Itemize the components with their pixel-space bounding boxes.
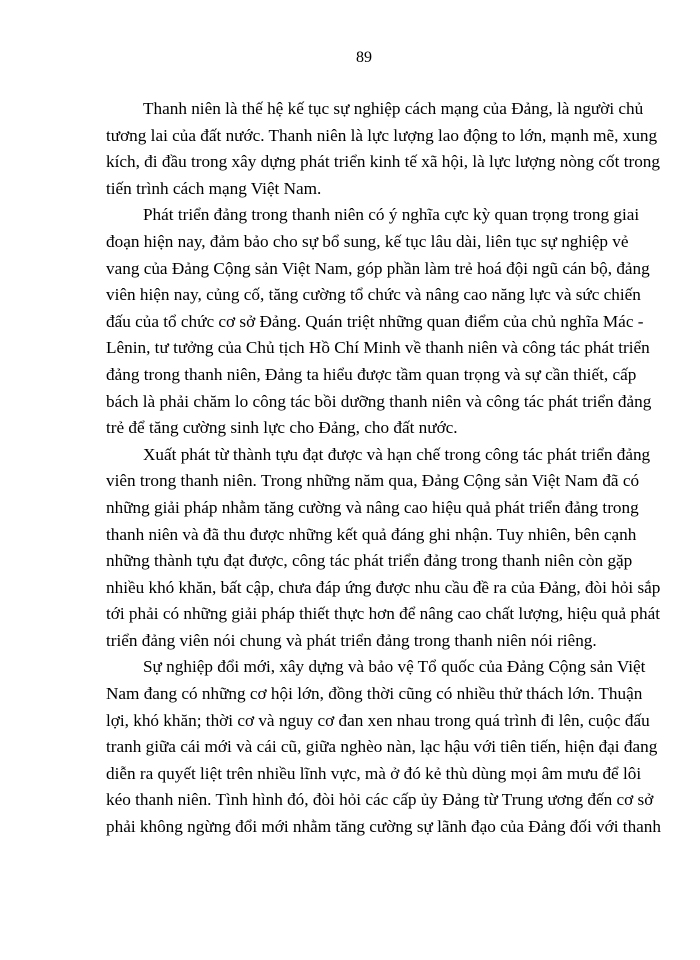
text-line: trẻ để tăng cường sinh lực cho Đảng, cho đất nước. xyxy=(106,418,458,438)
text-line: diễn ra quyết liệt trên nhiều lĩnh vực, mà ở đó kẻ thù dùng mọi âm mưu để lôi xyxy=(106,763,642,783)
text-line: kích, đi đầu trong xây dựng phát triển kinh tế xã hội, là lực lượng nòng cốt trong xyxy=(106,152,660,172)
text-line: tranh giữa cái mới và cái cũ, giữa nghèo nàn, lạc hậu với tiên tiến, hiện đại đang xyxy=(106,737,658,757)
text-line: tới phải có những giải pháp thiết thực hơn để nâng cao chất lượng, hiệu quả phát xyxy=(106,604,660,624)
text-line: những giải pháp nhằm tăng cường và nâng cao hiệu quả phát triển đảng trong xyxy=(106,497,639,517)
text-line: Nam đang có những cơ hội lớn, đồng thời cũng có nhiều thử thách lớn. Thuận xyxy=(106,684,643,704)
text-line: Phát triển đảng trong thanh niên có ý nghĩa cực kỳ quan trọng trong giai xyxy=(143,205,640,225)
text-line: thanh niên và đã thu được những kết quả đáng ghi nhận. Tuy nhiên, bên cạnh xyxy=(106,524,637,544)
text-line: tiến trình cách mạng Việt Nam. xyxy=(106,178,322,198)
paragraph xyxy=(106,202,652,441)
paragraph xyxy=(106,654,661,840)
text-line: bách là phải chăm lo công tác bồi dưỡng thanh niên và công tác phát triển đảng xyxy=(106,391,652,411)
text-line: kéo thanh niên. Tình hình đó, đòi hỏi các cấp ủy Đảng từ Trung ương đến cơ sở xyxy=(106,790,654,810)
text-line: viên hiện nay, củng cố, tăng cường tổ chức và nâng cao năng lực và sức chiến xyxy=(106,285,641,305)
text-line: lợi, khó khăn; thời cơ và nguy cơ đan xen nhau trong quá trình đi lên, cuộc đấu xyxy=(106,710,650,730)
text-line: tương lai của đất nước. Thanh niên là lực lượng lao động to lớn, mạnh mẽ, xung xyxy=(106,125,658,145)
text-line: nhiều khó khăn, bất cập, chưa đáp ứng được nhu cầu đề ra của Đảng, đòi hỏi sắp xyxy=(106,577,661,597)
text-line: đoạn hiện nay, đảm bảo cho sự bổ sung, kế tục lâu dài, liên tục sự nghiệp vẻ xyxy=(106,231,629,251)
page-number: 89 xyxy=(356,49,372,66)
text-line: đấu của tổ chức cơ sở Đảng. Quán triệt những quan điểm của chủ nghĩa Mác - xyxy=(106,311,644,331)
text-line: đảng trong thanh niên, Đảng ta hiểu được tầm quan trọng và sự cần thiết, cấp xyxy=(106,364,637,384)
text-line: Xuất phát từ thành tựu đạt được và hạn chế trong công tác phát triển đảng xyxy=(143,444,651,464)
text-line: viên trong thanh niên. Trong những năm qua, Đảng Cộng sản Việt Nam đã có xyxy=(106,471,640,491)
document-body xyxy=(106,96,661,841)
text-line: triển đảng viên nói chung và phát triển đảng trong thanh niên nói riêng. xyxy=(106,630,597,650)
text-line: Sự nghiệp đổi mới, xây dựng và bảo vệ Tổ quốc của Đảng Cộng sản Việt xyxy=(143,657,646,677)
text-line: những thành tựu đạt được, công tác phát triển đảng trong thanh niên còn gặp xyxy=(106,551,633,571)
text-line: Thanh niên là thế hệ kế tục sự nghiệp cách mạng của Đảng, là người chủ xyxy=(143,99,644,118)
text-line: vang của Đảng Cộng sản Việt Nam, góp phần làm trẻ hoá đội ngũ cán bộ, đảng xyxy=(106,258,650,278)
paragraph xyxy=(106,96,660,202)
text-line: Lênin, tư tưởng của Chủ tịch Hồ Chí Minh về thanh niên và công tác phát triển xyxy=(106,338,650,358)
paragraph xyxy=(106,442,661,655)
text-line: phải không ngừng đổi mới nhằm tăng cường sự lãnh đạo của Đảng đối với thanh xyxy=(106,817,661,837)
